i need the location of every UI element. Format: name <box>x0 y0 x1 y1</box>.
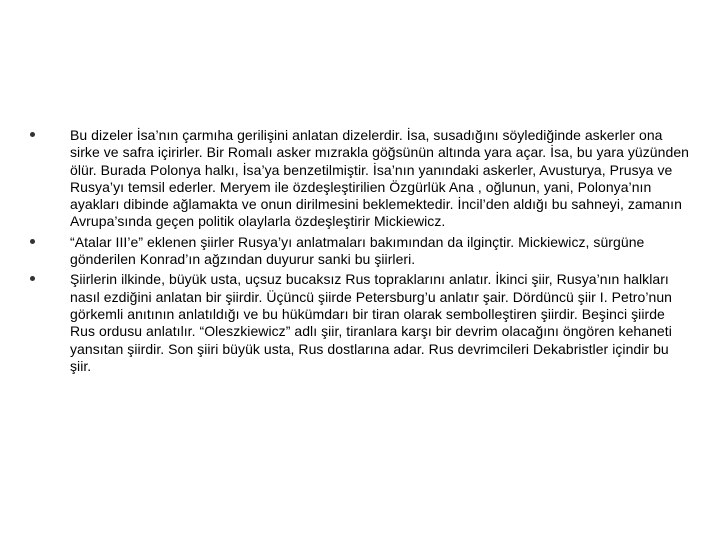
bullet-text: Bu dizeler İsa’nın çarmıha gerilişini anlatan dizelerdir. İsa, susadığını söylediğinde askerler ona sirke ve safra içirirler. Bir Romalı asker mızrakla göğsünün altında yara açar. İsa, bu yara yüzünden ölür. Burada Polonya halkı, İsa’ya benzetilmiştir. İsa’nın yanındaki askerler, Avusturya, Prusya ve Rusya’yı temsil ederler. Meryem ile özdeşleştirilien Özgürlük Ana , oğlunun, yani, Polonya’nın ayakları dibinde ağlamakta ve onun dirilmesini beklemektedir. İncil’den aldığı bu sahneyi, zamanın Avrupa’sında geçen politik olaylarla özdeşleştirir Mickiewicz. <box>70 127 689 230</box>
bullet-item-3 <box>30 271 690 375</box>
bullet-text: “Atalar III’e” eklenen şiirler Rusya’yı anlatmaları bakımından da ilginçtir. Mickiewicz, sürgüne gönderilen Konrad’ın ağzından duyurur sanki bu şiirleri. <box>70 233 645 268</box>
bullet-dot-icon <box>30 239 35 244</box>
bullet-dot-icon <box>30 276 35 281</box>
bullet-item-2 <box>30 234 690 269</box>
bullet-dot-icon <box>30 132 35 137</box>
bullet-item-1 <box>30 127 690 231</box>
bullet-text: Şiirlerin ilkinde, büyük usta, uçsuz bucaksız Rus topraklarını anlatır. İkinci şiir, Rusya’nın halkları nasıl ezdiğini anlatan bir şiirdir. Üçüncü şiirde Petersburg’u anlatır şair. Dördüncü şiir I. Petro’nun görkemli anıtının anlatıldığı ve bu hükümdarı bir tiran olarak sembolleştiren şiirdir. Beşinci şiirde Rus ordusu anlatılır. “Oleszkiewicz” adlı şiir, tiranlara karşı bir devrim olacağını öngören kehaneti yansıtan şiirdir. Son şiiri büyük usta, Rus dostlarına adar. Rus devrimcileri Dekabristler içindir bu şiir. <box>70 271 672 374</box>
bullet-list <box>30 127 690 378</box>
